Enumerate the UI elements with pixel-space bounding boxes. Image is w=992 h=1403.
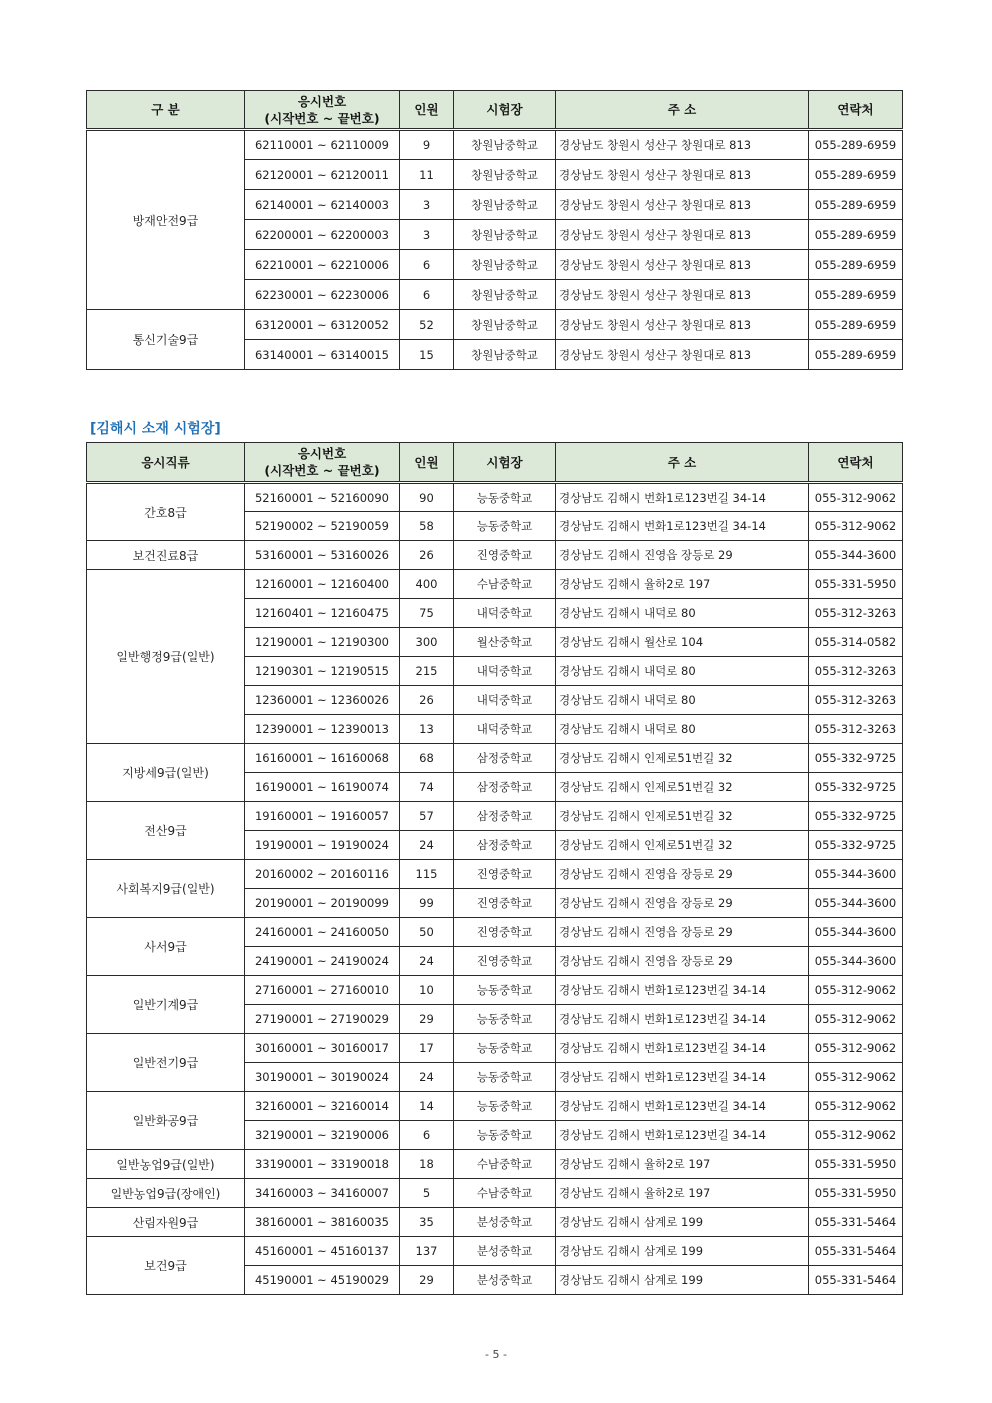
gimhae-venue-table xyxy=(86,442,903,1295)
contact-cell: 055-289-6959 xyxy=(809,250,903,280)
venue-cell: 삼정중학교 xyxy=(454,802,556,831)
venue-cell: 능동중학교 xyxy=(454,483,556,512)
contact-cell: 055-289-6959 xyxy=(809,310,903,340)
venue-cell: 창원남중학교 xyxy=(454,280,556,310)
applicant-count-cell: 3 xyxy=(400,190,454,220)
exam-number-range-cell: 32160001 ~ 32160014 xyxy=(245,1092,400,1121)
venue-cell: 능동중학교 xyxy=(454,1063,556,1092)
contact-cell: 055-312-9062 xyxy=(809,1034,903,1063)
job-category-cell: 사서9급 xyxy=(87,918,245,976)
applicant-count-cell: 14 xyxy=(400,1092,454,1121)
exam-number-range-cell: 16160001 ~ 16160068 xyxy=(245,744,400,773)
table-row xyxy=(87,483,903,512)
address-cell: 경상남도 김해시 진영읍 장등로 29 xyxy=(556,918,809,947)
header-range-line2: (시작번호 ~ 끝번호) xyxy=(264,110,380,126)
exam-number-range-cell: 62210001 ~ 62210006 xyxy=(245,250,400,280)
contact-cell: 055-331-5950 xyxy=(809,570,903,599)
contact-cell: 055-312-9062 xyxy=(809,976,903,1005)
exam-number-range-cell: 32190001 ~ 32190006 xyxy=(245,1121,400,1150)
table-row xyxy=(87,570,903,599)
address-cell: 경상남도 김해시 내덕로 80 xyxy=(556,686,809,715)
table-row xyxy=(87,918,903,947)
job-category-cell: 통신기술9급 xyxy=(87,310,245,370)
applicant-count-cell: 99 xyxy=(400,889,454,918)
venue-cell: 진영중학교 xyxy=(454,860,556,889)
job-category-cell: 사회복지9급(일반) xyxy=(87,860,245,918)
address-cell: 경상남도 김해시 내덕로 80 xyxy=(556,657,809,686)
table-row xyxy=(87,976,903,1005)
job-category-cell: 일반행정9급(일반) xyxy=(87,570,245,744)
contact-cell: 055-344-3600 xyxy=(809,918,903,947)
header-number-range xyxy=(245,443,400,483)
address-cell: 경상남도 김해시 삼계로 199 xyxy=(556,1208,809,1237)
applicant-count-cell: 58 xyxy=(400,512,454,541)
contact-cell: 055-312-9062 xyxy=(809,1092,903,1121)
venue-cell: 삼정중학교 xyxy=(454,773,556,802)
applicant-count-cell: 400 xyxy=(400,570,454,599)
applicant-count-cell: 26 xyxy=(400,541,454,570)
exam-number-range-cell: 24190001 ~ 24190024 xyxy=(245,947,400,976)
applicant-count-cell: 215 xyxy=(400,657,454,686)
table-header-row xyxy=(87,443,903,483)
contact-cell: 055-314-0582 xyxy=(809,628,903,657)
contact-cell: 055-312-9062 xyxy=(809,1121,903,1150)
header-address: 주 소 xyxy=(556,443,809,483)
contact-cell: 055-312-3263 xyxy=(809,686,903,715)
exam-number-range-cell: 34160003 ~ 34160007 xyxy=(245,1179,400,1208)
address-cell: 경상남도 창원시 성산구 창원대로 813 xyxy=(556,340,809,370)
exam-number-range-cell: 12360001 ~ 12360026 xyxy=(245,686,400,715)
venue-cell: 진영중학교 xyxy=(454,889,556,918)
applicant-count-cell: 26 xyxy=(400,686,454,715)
applicant-count-cell: 24 xyxy=(400,947,454,976)
address-cell: 경상남도 창원시 성산구 창원대로 813 xyxy=(556,190,809,220)
applicant-count-cell: 18 xyxy=(400,1150,454,1179)
header-venue: 시험장 xyxy=(454,443,556,483)
table-row xyxy=(87,541,903,570)
address-cell: 경상남도 김해시 인제로51번길 32 xyxy=(556,831,809,860)
exam-number-range-cell: 62140001 ~ 62140003 xyxy=(245,190,400,220)
header-range-line1: 응시번호 xyxy=(297,93,347,109)
applicant-count-cell: 3 xyxy=(400,220,454,250)
venue-cell: 창원남중학교 xyxy=(454,190,556,220)
job-category-cell: 일반농업9급(장애인) xyxy=(87,1179,245,1208)
contact-cell: 055-344-3600 xyxy=(809,889,903,918)
venue-cell: 진영중학교 xyxy=(454,541,556,570)
venue-cell: 분성중학교 xyxy=(454,1266,556,1295)
exam-number-range-cell: 12190001 ~ 12190300 xyxy=(245,628,400,657)
changwon-venue-table xyxy=(86,90,903,370)
contact-cell: 055-344-3600 xyxy=(809,860,903,889)
exam-number-range-cell: 27190001 ~ 27190029 xyxy=(245,1005,400,1034)
address-cell: 경상남도 김해시 내덕로 80 xyxy=(556,715,809,744)
venue-cell: 수남중학교 xyxy=(454,1179,556,1208)
exam-number-range-cell: 53160001 ~ 53160026 xyxy=(245,541,400,570)
address-cell: 경상남도 김해시 번화1로123번길 34-14 xyxy=(556,1121,809,1150)
applicant-count-cell: 115 xyxy=(400,860,454,889)
contact-cell: 055-312-9062 xyxy=(809,483,903,512)
contact-cell: 055-312-9062 xyxy=(809,1005,903,1034)
applicant-count-cell: 6 xyxy=(400,280,454,310)
section-title: [김해시 소재 시험장] xyxy=(90,421,221,437)
header-count: 인원 xyxy=(400,91,454,130)
applicant-count-cell: 6 xyxy=(400,250,454,280)
table-row xyxy=(87,310,903,340)
venue-cell: 창원남중학교 xyxy=(454,220,556,250)
applicant-count-cell: 9 xyxy=(400,130,454,160)
contact-cell: 055-289-6959 xyxy=(809,190,903,220)
address-cell: 경상남도 김해시 번화1로123번길 34-14 xyxy=(556,483,809,512)
contact-cell: 055-332-9725 xyxy=(809,744,903,773)
contact-cell: 055-289-6959 xyxy=(809,220,903,250)
venue-cell: 창원남중학교 xyxy=(454,310,556,340)
applicant-count-cell: 29 xyxy=(400,1005,454,1034)
contact-cell: 055-331-5950 xyxy=(809,1179,903,1208)
table-row xyxy=(87,802,903,831)
venue-cell: 분성중학교 xyxy=(454,1208,556,1237)
address-cell: 경상남도 김해시 인제로51번길 32 xyxy=(556,744,809,773)
exam-number-range-cell: 38160001 ~ 38160035 xyxy=(245,1208,400,1237)
applicant-count-cell: 137 xyxy=(400,1237,454,1266)
contact-cell: 055-312-3263 xyxy=(809,599,903,628)
applicant-count-cell: 24 xyxy=(400,831,454,860)
contact-cell: 055-312-3263 xyxy=(809,715,903,744)
header-number-range xyxy=(245,91,400,130)
venue-cell: 내덕중학교 xyxy=(454,686,556,715)
contact-cell: 055-312-9062 xyxy=(809,512,903,541)
address-cell: 경상남도 김해시 진영읍 장등로 29 xyxy=(556,947,809,976)
header-address: 주 소 xyxy=(556,91,809,130)
applicant-count-cell: 24 xyxy=(400,1063,454,1092)
address-cell: 경상남도 김해시 번화1로123번길 34-14 xyxy=(556,1063,809,1092)
address-cell: 경상남도 창원시 성산구 창원대로 813 xyxy=(556,310,809,340)
exam-number-range-cell: 20160002 ~ 20160116 xyxy=(245,860,400,889)
venue-cell: 내덕중학교 xyxy=(454,715,556,744)
header-venue: 시험장 xyxy=(454,91,556,130)
contact-cell: 055-312-3263 xyxy=(809,657,903,686)
contact-cell: 055-331-5464 xyxy=(809,1266,903,1295)
venue-cell: 창원남중학교 xyxy=(454,250,556,280)
venue-cell: 진영중학교 xyxy=(454,947,556,976)
exam-number-range-cell: 62200001 ~ 62200003 xyxy=(245,220,400,250)
address-cell: 경상남도 김해시 번화1로123번길 34-14 xyxy=(556,1005,809,1034)
address-cell: 경상남도 김해시 인제로51번길 32 xyxy=(556,802,809,831)
page-number: - 5 - xyxy=(485,1348,507,1361)
header-category: 응시직류 xyxy=(87,443,245,483)
applicant-count-cell: 75 xyxy=(400,599,454,628)
contact-cell: 055-331-5950 xyxy=(809,1150,903,1179)
address-cell: 경상남도 김해시 진영읍 장등로 29 xyxy=(556,860,809,889)
venue-cell: 능동중학교 xyxy=(454,1034,556,1063)
contact-cell: 055-289-6959 xyxy=(809,340,903,370)
venue-cell: 분성중학교 xyxy=(454,1237,556,1266)
job-category-cell: 보건9급 xyxy=(87,1237,245,1295)
job-category-cell: 전산9급 xyxy=(87,802,245,860)
table-row xyxy=(87,1034,903,1063)
job-category-cell: 방재안전9급 xyxy=(87,130,245,310)
address-cell: 경상남도 창원시 성산구 창원대로 813 xyxy=(556,280,809,310)
contact-cell: 055-331-5464 xyxy=(809,1237,903,1266)
contact-cell: 055-312-9062 xyxy=(809,1063,903,1092)
exam-number-range-cell: 63120001 ~ 63120052 xyxy=(245,310,400,340)
header-count: 인원 xyxy=(400,443,454,483)
exam-number-range-cell: 52190002 ~ 52190059 xyxy=(245,512,400,541)
job-category-cell: 일반화공9급 xyxy=(87,1092,245,1150)
applicant-count-cell: 11 xyxy=(400,160,454,190)
applicant-count-cell: 17 xyxy=(400,1034,454,1063)
applicant-count-cell: 68 xyxy=(400,744,454,773)
table-header-row xyxy=(87,91,903,130)
table-row xyxy=(87,1150,903,1179)
venue-cell: 능동중학교 xyxy=(454,512,556,541)
exam-number-range-cell: 52160001 ~ 52160090 xyxy=(245,483,400,512)
exam-number-range-cell: 12390001 ~ 12390013 xyxy=(245,715,400,744)
address-cell: 경상남도 김해시 번화1로123번길 34-14 xyxy=(556,1034,809,1063)
exam-number-range-cell: 24160001 ~ 24160050 xyxy=(245,918,400,947)
venue-cell: 창원남중학교 xyxy=(454,130,556,160)
address-cell: 경상남도 창원시 성산구 창원대로 813 xyxy=(556,220,809,250)
address-cell: 경상남도 창원시 성산구 창원대로 813 xyxy=(556,250,809,280)
venue-cell: 삼정중학교 xyxy=(454,744,556,773)
exam-number-range-cell: 27160001 ~ 27160010 xyxy=(245,976,400,1005)
venue-cell: 월산중학교 xyxy=(454,628,556,657)
address-cell: 경상남도 김해시 삼계로 199 xyxy=(556,1237,809,1266)
exam-number-range-cell: 30160001 ~ 30160017 xyxy=(245,1034,400,1063)
header-contact: 연락처 xyxy=(809,91,903,130)
applicant-count-cell: 10 xyxy=(400,976,454,1005)
job-category-cell: 산림자원9급 xyxy=(87,1208,245,1237)
venue-cell: 능동중학교 xyxy=(454,976,556,1005)
applicant-count-cell: 35 xyxy=(400,1208,454,1237)
exam-number-range-cell: 62120001 ~ 62120011 xyxy=(245,160,400,190)
table-row xyxy=(87,1208,903,1237)
header-category: 구 분 xyxy=(87,91,245,130)
table-body xyxy=(87,130,903,370)
venue-cell: 내덕중학교 xyxy=(454,657,556,686)
venue-cell: 창원남중학교 xyxy=(454,340,556,370)
applicant-count-cell: 6 xyxy=(400,1121,454,1150)
table-row xyxy=(87,1179,903,1208)
exam-number-range-cell: 45190001 ~ 45190029 xyxy=(245,1266,400,1295)
contact-cell: 055-289-6959 xyxy=(809,160,903,190)
table-row xyxy=(87,860,903,889)
address-cell: 경상남도 김해시 율하2로 197 xyxy=(556,1150,809,1179)
exam-number-range-cell: 62230001 ~ 62230006 xyxy=(245,280,400,310)
address-cell: 경상남도 김해시 진영읍 장등로 29 xyxy=(556,541,809,570)
job-category-cell: 지방세9급(일반) xyxy=(87,744,245,802)
contact-cell: 055-289-6959 xyxy=(809,280,903,310)
address-cell: 경상남도 김해시 월산로 104 xyxy=(556,628,809,657)
contact-cell: 055-344-3600 xyxy=(809,947,903,976)
exam-number-range-cell: 20190001 ~ 20190099 xyxy=(245,889,400,918)
address-cell: 경상남도 김해시 인제로51번길 32 xyxy=(556,773,809,802)
venue-cell: 수남중학교 xyxy=(454,570,556,599)
header-range-line2: (시작번호 ~ 끝번호) xyxy=(264,463,380,478)
applicant-count-cell: 74 xyxy=(400,773,454,802)
exam-number-range-cell: 19190001 ~ 19190024 xyxy=(245,831,400,860)
address-cell: 경상남도 김해시 율하2로 197 xyxy=(556,570,809,599)
contact-cell: 055-332-9725 xyxy=(809,831,903,860)
job-category-cell: 일반농업9급(일반) xyxy=(87,1150,245,1179)
address-cell: 경상남도 김해시 내덕로 80 xyxy=(556,599,809,628)
applicant-count-cell: 52 xyxy=(400,310,454,340)
exam-number-range-cell: 30190001 ~ 30190024 xyxy=(245,1063,400,1092)
address-cell: 경상남도 김해시 번화1로123번길 34-14 xyxy=(556,976,809,1005)
contact-cell: 055-344-3600 xyxy=(809,541,903,570)
venue-cell: 삼정중학교 xyxy=(454,831,556,860)
applicant-count-cell: 29 xyxy=(400,1266,454,1295)
venue-cell: 능동중학교 xyxy=(454,1121,556,1150)
table-row xyxy=(87,1092,903,1121)
exam-number-range-cell: 63140001 ~ 63140015 xyxy=(245,340,400,370)
exam-number-range-cell: 33190001 ~ 33190018 xyxy=(245,1150,400,1179)
table-row xyxy=(87,1237,903,1266)
exam-number-range-cell: 16190001 ~ 16190074 xyxy=(245,773,400,802)
contact-cell: 055-289-6959 xyxy=(809,130,903,160)
address-cell: 경상남도 창원시 성산구 창원대로 813 xyxy=(556,160,809,190)
job-category-cell: 일반전기9급 xyxy=(87,1034,245,1092)
contact-cell: 055-332-9725 xyxy=(809,802,903,831)
header-contact: 연락처 xyxy=(809,443,903,483)
exam-number-range-cell: 62110001 ~ 62110009 xyxy=(245,130,400,160)
job-category-cell: 보건진료8급 xyxy=(87,541,245,570)
job-category-cell: 간호8급 xyxy=(87,483,245,541)
venue-cell: 능동중학교 xyxy=(454,1092,556,1121)
applicant-count-cell: 5 xyxy=(400,1179,454,1208)
exam-number-range-cell: 45160001 ~ 45160137 xyxy=(245,1237,400,1266)
address-cell: 경상남도 창원시 성산구 창원대로 813 xyxy=(556,130,809,160)
table-row xyxy=(87,744,903,773)
applicant-count-cell: 50 xyxy=(400,918,454,947)
venue-cell: 내덕중학교 xyxy=(454,599,556,628)
header-range-line1: 응시번호 xyxy=(297,446,347,461)
exam-number-range-cell: 19160001 ~ 19160057 xyxy=(245,802,400,831)
applicant-count-cell: 300 xyxy=(400,628,454,657)
table-body xyxy=(87,483,903,1295)
job-category-cell: 일반기계9급 xyxy=(87,976,245,1034)
exam-number-range-cell: 12160401 ~ 12160475 xyxy=(245,599,400,628)
table-row xyxy=(87,130,903,160)
venue-cell: 수남중학교 xyxy=(454,1150,556,1179)
contact-cell: 055-331-5464 xyxy=(809,1208,903,1237)
venue-cell: 능동중학교 xyxy=(454,1005,556,1034)
address-cell: 경상남도 김해시 번화1로123번길 34-14 xyxy=(556,1092,809,1121)
address-cell: 경상남도 김해시 삼계로 199 xyxy=(556,1266,809,1295)
address-cell: 경상남도 김해시 번화1로123번길 34-14 xyxy=(556,512,809,541)
venue-cell: 진영중학교 xyxy=(454,918,556,947)
exam-number-range-cell: 12160001 ~ 12160400 xyxy=(245,570,400,599)
applicant-count-cell: 57 xyxy=(400,802,454,831)
applicant-count-cell: 15 xyxy=(400,340,454,370)
exam-number-range-cell: 12190301 ~ 12190515 xyxy=(245,657,400,686)
venue-cell: 창원남중학교 xyxy=(454,160,556,190)
address-cell: 경상남도 김해시 율하2로 197 xyxy=(556,1179,809,1208)
applicant-count-cell: 90 xyxy=(400,483,454,512)
applicant-count-cell: 13 xyxy=(400,715,454,744)
address-cell: 경상남도 김해시 진영읍 장등로 29 xyxy=(556,889,809,918)
contact-cell: 055-332-9725 xyxy=(809,773,903,802)
